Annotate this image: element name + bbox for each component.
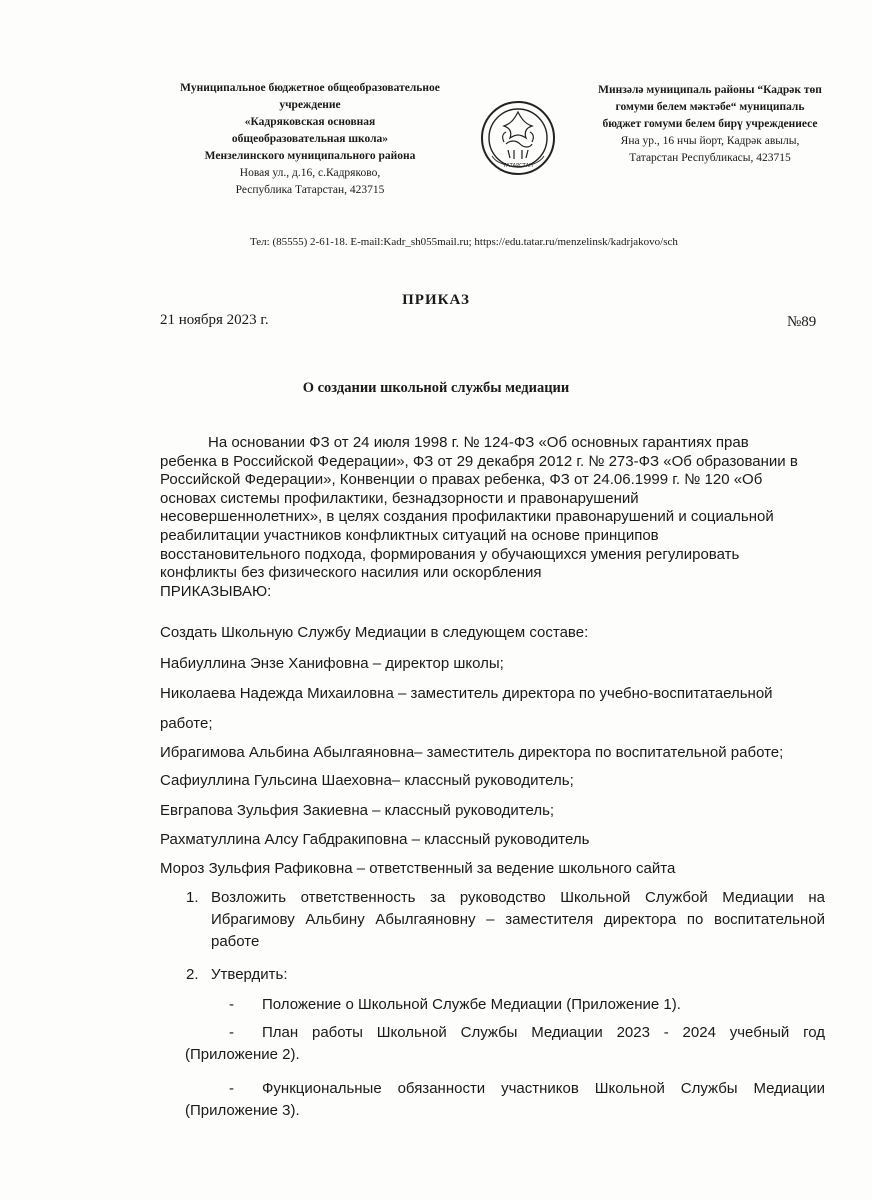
document-title: ПРИКАЗ bbox=[402, 292, 470, 308]
list-dash: - bbox=[229, 1080, 234, 1097]
order-number: №89 bbox=[787, 314, 817, 330]
org-line: бюджет гомуми белем бирү учреждениесе bbox=[602, 118, 818, 130]
org-line: учреждение bbox=[279, 99, 341, 111]
member-line: Рахматуллина Алсу Габдракиповна – классный руководитель bbox=[160, 831, 590, 848]
list-dash: - bbox=[229, 1024, 234, 1041]
list-item-1: Возложить ответственность за руководство Школьной Службой Медиации на Ибрагимову Альбину Абылгаяновну – заместителя директора по воспитательной работе bbox=[211, 889, 825, 950]
sub-item-1: Положение о Школьной Службе Медиации (Приложение 1). bbox=[262, 996, 681, 1013]
sub-item-3: Функциональные обязанности участников Школьной Службы Медиации (Приложение 3). bbox=[185, 1080, 825, 1119]
org-address: Республика Татарстан, 423715 bbox=[235, 184, 385, 196]
composition-intro: Создать Школьную Службу Медиации в следующем составе: bbox=[160, 624, 589, 641]
org-line: «Кадряковская основная bbox=[244, 116, 376, 128]
list-number: 1. bbox=[186, 889, 199, 906]
list-item-2: Утвердить: bbox=[211, 966, 288, 983]
org-address: Татарстан Республикасы, 423715 bbox=[629, 152, 791, 164]
sub-item-2: План работы Школьной Службы Медиации 2023 - 2024 учебный год (Приложение 2). bbox=[185, 1024, 825, 1063]
preamble-line: конфликты без физического насилия или оскорбления bbox=[160, 564, 542, 582]
member-line: Мороз Зульфия Рафиковна – ответственный за ведение школьного сайта bbox=[160, 860, 676, 877]
org-header-russian bbox=[150, 80, 470, 199]
preamble-line: Российской Федерации», Конвенции о правах ребенка, ФЗ от 24.06.1999 г. № 120 «Об bbox=[160, 471, 763, 489]
org-line: общеобразовательная школа» bbox=[231, 133, 389, 145]
member-line: Николаева Надежда Михаиловна – заместитель директора по учебно-воспитатаельной bbox=[160, 685, 773, 702]
preamble-line: восстановительного подхода, формирования у обучающихся умения регулировать bbox=[160, 545, 740, 563]
order-subject: О создании школьной службы медиации bbox=[302, 380, 570, 396]
preamble-line: реабилитации участников конфликтных ситуаций на основе принципов bbox=[160, 526, 659, 544]
preamble-line: несовершеннолетних», в целях создания профилактики правонарушений и социальной bbox=[160, 508, 774, 526]
org-line: Муниципальное бюджетное общеобразовательное bbox=[180, 82, 440, 94]
org-address: Новая ул., д.16, с.Кадряково, bbox=[239, 167, 381, 179]
preamble-line: основах системы профилактики, безнадзорности и правонарушений bbox=[160, 489, 639, 507]
org-address: Яна ур., 16 нчы йорт, Кадрәк авылы, bbox=[620, 135, 800, 147]
member-line: Евграпова Зульфия Закиевна – классный руководитель; bbox=[160, 802, 555, 819]
org-line: Минзәлә муниципаль районы “Кадрәк төп bbox=[598, 84, 822, 96]
list-dash: - bbox=[229, 996, 234, 1013]
org-header-tatar bbox=[565, 82, 855, 167]
preamble-line: ребенка в Российской Федерации», ФЗ от 29 декабря 2012 г. № 273-ФЗ «Об образовании в bbox=[160, 452, 798, 470]
contact-line: Тел: (85555) 2-61-18. E-mail:Kadr_sh055mail.ru; https://edu.tatar.ru/menzelinsk/kadrjakovo/sch bbox=[250, 236, 678, 248]
member-line: Ибрагимова Альбина Абылгаяновна– заместитель директора по воспитательной работе; bbox=[160, 744, 784, 761]
emblem-caption: ТАТАРСТАН bbox=[503, 163, 533, 169]
member-line-continued: работе; bbox=[160, 715, 213, 732]
org-line: гомуми белем мәктәбе“ муниципаль bbox=[615, 101, 805, 113]
preamble bbox=[160, 434, 800, 601]
member-line: Сафиуллина Гульсина Шаеховна– классный руководитель; bbox=[160, 772, 574, 789]
tatarstan-emblem-icon bbox=[480, 98, 556, 178]
list-number: 2. bbox=[186, 966, 199, 983]
order-date: 21 ноября 2023 г. bbox=[160, 312, 269, 328]
preamble-line: На основании ФЗ от 24 июля 1998 г. № 124-ФЗ «Об основных гарантиях прав bbox=[208, 434, 749, 451]
member-line: Набиуллина Энзе Ханифовна – директор школы; bbox=[160, 655, 504, 672]
org-line: Мензелинского муниципального района bbox=[204, 150, 416, 162]
order-directive: ПРИКАЗЫВАЮ: bbox=[160, 582, 272, 600]
